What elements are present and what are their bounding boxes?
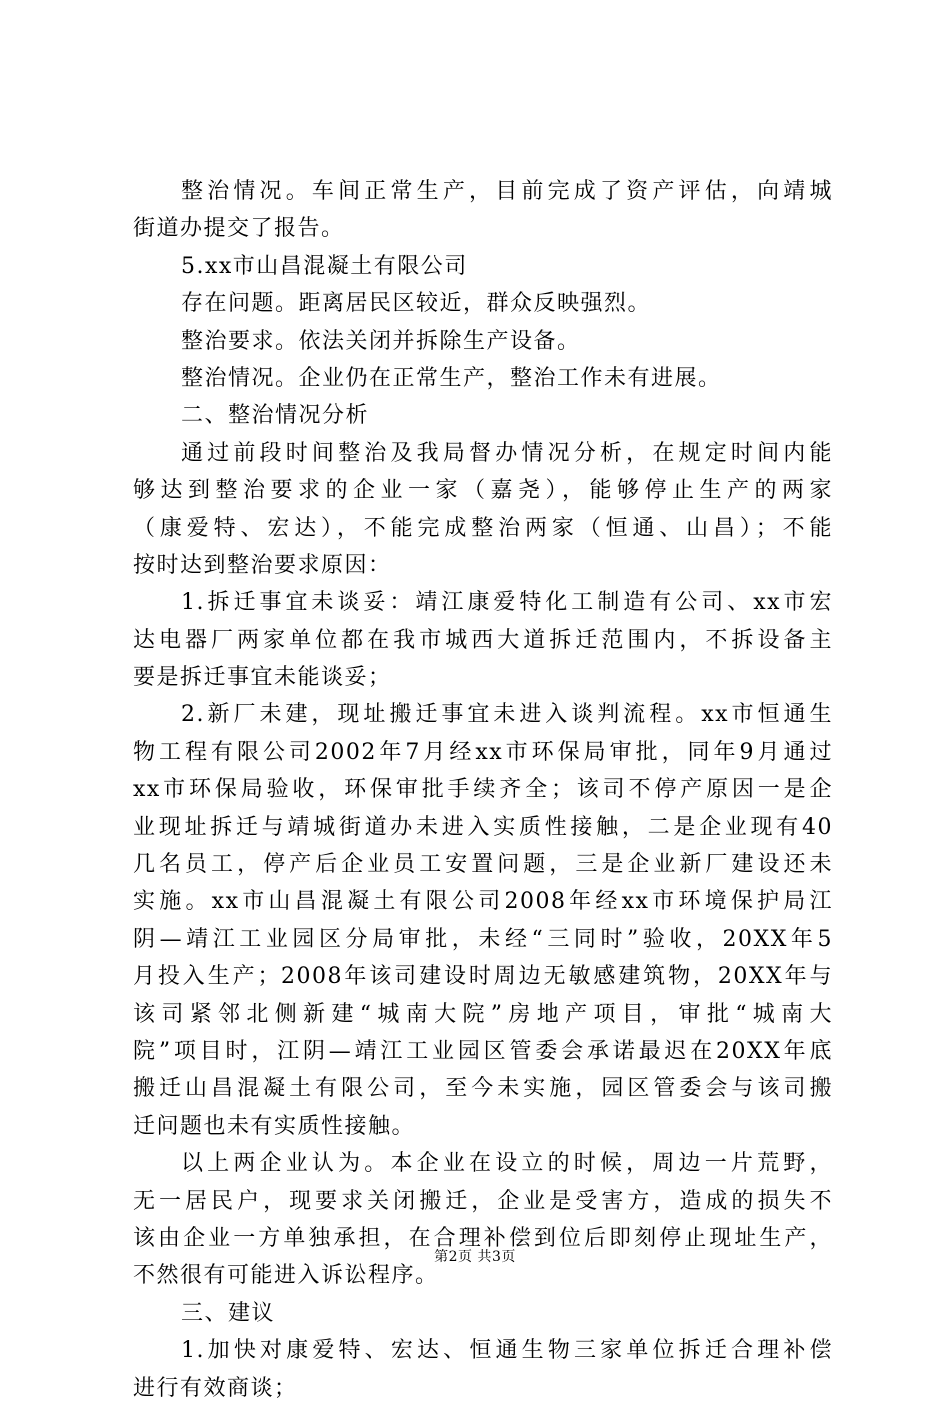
text-line: 业现址拆迁与靖城街道办未进入实质性接触，二是企业现有40 [133,814,833,840]
text-line: 迁问题也未有实质性接触。 [133,1113,416,1139]
text-line: 存在问题。距离居民区较近，群众反映强烈。 [181,291,652,317]
text-line: 以上两企业认为。本企业在设立的时候，周边一片荒野， [181,1151,833,1177]
page-footer: 第2页 共3页 [434,1249,516,1265]
text-line: 院”项目时，江阴—靖江工业园区管委会承诺最迟在20XX年底 [133,1038,833,1064]
text-line: 无一居民户，现要求关闭搬迁，企业是受害方，造成的损失不 [133,1188,833,1214]
document-body [133,173,833,1407]
text-line: 阴—靖江工业园区分局审批，未经“三同时”验收，20XX年5 [133,926,833,952]
text-line: 搬迁山昌混凝土有限公司，至今未实施，园区管委会与该司搬 [133,1076,833,1102]
text-line: 实施。xx市山昌混凝土有限公司2008年经xx市环境保护局江 [133,889,833,915]
text-line: 通过前段时间整治及我局督办情况分析，在规定时间内能 [181,440,833,466]
text-line: 该由企业一方单独承担，在合理补偿到位后即刻停止现址生产， [133,1225,833,1251]
text-line: 1.加快对康爱特、宏达、恒通生物三家单位拆迁合理补偿 [181,1338,833,1364]
text-line: 三、建议 [181,1300,276,1326]
text-line: 达电器厂两家单位都在我市城西大道拆迁范围内，不拆设备主 [133,627,833,653]
text-line: 几名员工，停产后企业员工安置问题，三是企业新厂建设还未 [133,852,833,878]
text-line: 够达到整治要求的企业一家（嘉尧），能够停止生产的两家 [133,478,833,504]
text-line: 整治情况。车间正常生产，目前完成了资产评估，向靖城 [181,179,833,204]
text-line: （康爱特、宏达），不能完成整治两家（恒通、山昌）；不能 [133,515,833,541]
text-line: 按时达到整治要求原因： [133,552,392,578]
text-line: 5.xx市山昌混凝土有限公司 [181,253,468,279]
text-line: 街道办提交了报告。 [133,216,345,242]
text-line: xx市环保局验收，环保审批手续齐全；该司不停产原因一是企 [133,777,833,803]
text-line: 二、整治情况分析 [181,403,370,429]
text-line: 整治要求。依法关闭并拆除生产设备。 [181,328,581,354]
text-line: 月投入生产；2008年该司建设时周边无敏感建筑物，20XX年与 [133,964,833,990]
text-line: 该司紧邻北侧新建“城南大院”房地产项目，审批“城南大 [133,1001,833,1027]
text-line: 物工程有限公司2002年7月经xx市环保局审批，同年9月通过 [133,739,833,765]
text-line: 要是拆迁事宜未能谈妥； [133,665,392,691]
text-line: 2.新厂未建，现址搬迁事宜未进入谈判流程。xx市恒通生 [181,702,833,728]
text-line: 进行有效商谈； [133,1375,298,1401]
text-line: 整治情况。企业仍在正常生产，整治工作未有进展。 [181,365,722,391]
text-line: 不然很有可能进入诉讼程序。 [133,1263,439,1289]
text-line: 1.拆迁事宜未谈妥：靖江康爱特化工制造有公司、xx市宏 [181,590,833,616]
